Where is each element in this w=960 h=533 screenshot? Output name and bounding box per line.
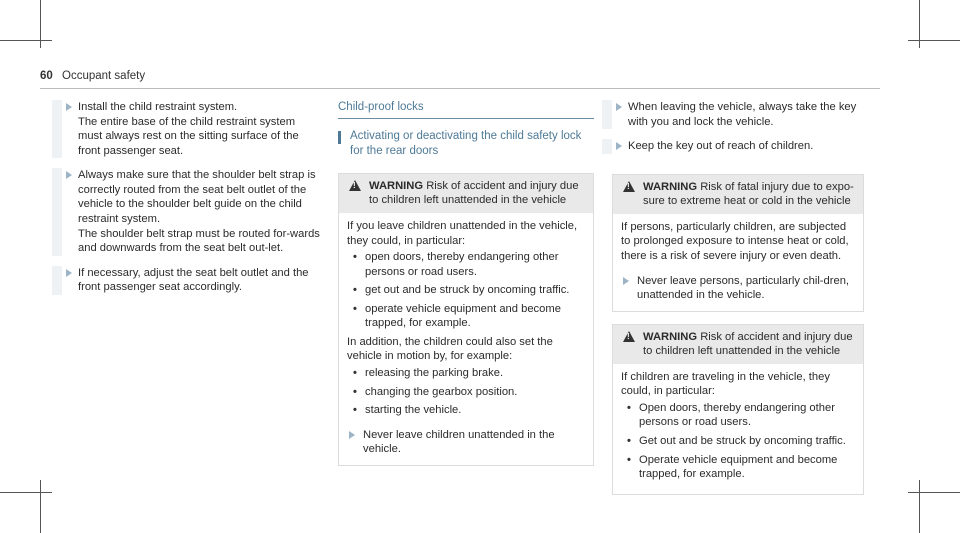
warning-intro: If children are traveling in the vehicle, they could, in particular: [621,370,830,398]
warning-title: Risk of accident and injury due to children left unattended in the vehicle [369,179,579,207]
instruction-step [602,100,864,129]
crop-mark [0,492,52,493]
step-text: Install the child restraint system. The entire base of the child restraint system must always rest on the sitting surface of the front passenger seat. [78,101,299,157]
warning-triangle-icon: ! [623,331,635,342]
arrow-icon [66,171,72,179]
column-1 [62,100,322,295]
warning-title: Risk of accident and injury due to children left unattended in the vehicle [643,330,853,358]
warning-keyword: WARNING [643,180,698,193]
list-item: • changing the gearbox position. [347,385,585,400]
warning-header [613,175,863,214]
instruction-step [602,139,864,154]
warning-intro-2: In addition, the children could also set the vehicle in motion by, for example: [347,335,553,363]
arrow-icon [623,277,629,285]
list-item: • get out and be struck by oncoming traffic. [347,283,585,298]
header-rule [40,88,880,89]
list-item: • Get out and be struck by oncoming traffic. [621,434,855,449]
list-item: • operate vehicle equipment and become trapped, for example. [347,302,585,331]
warning-header [339,174,593,213]
section-name: Occupant safety [62,70,146,82]
warning-header [613,325,863,364]
warning-list [621,401,855,482]
warning-box [612,174,864,312]
sub-heading [338,129,594,159]
column-2 [338,100,594,466]
page-number: 60 [40,70,53,82]
arrow-icon [349,431,355,439]
arrow-icon [616,103,622,111]
step-text: Keep the key out of reach of children. [628,140,814,153]
warning-box [338,173,594,466]
warning-intro: If you leave children unattended in the vehicle, they could, in particular: [347,219,578,247]
warning-body [613,364,863,494]
warning-box [612,324,864,495]
list-item: • releasing the parking brake. [347,366,585,381]
warning-triangle-icon: ! [349,180,361,191]
page-header [40,69,145,84]
section-title: Child-proof locks [338,100,594,119]
crop-mark [40,480,41,533]
step-text: Always make sure that the shoulder belt strap is correctly routed from the seat belt outlet of the vehicle to the shoulder belt guide on the child restraint system. The shoulder belt strap must be routed for-wards and downwards from the seat belt out-let. [78,169,320,255]
list-item: • open doors, thereby endangering other persons or road users. [347,250,585,279]
arrow-icon [66,269,72,277]
action-text: Never leave children unattended in the vehicle. [363,428,555,456]
list-item: • Open doors, thereby endangering other persons or road users. [621,401,855,430]
warning-list-2 [347,366,585,418]
warning-list [347,250,585,331]
step-text: If necessary, adjust the seat belt outlet and the front passenger seat accordingly. [78,266,309,294]
sub-heading-text: Activating or deactivating the child safety lock for the rear doors [350,129,582,157]
instruction-step [52,100,322,158]
crop-mark [908,492,960,493]
arrow-icon [66,103,72,111]
list-item: • Operate vehicle equipment and become trapped, for example. [621,453,855,482]
warning-body [613,214,863,311]
column-3 [612,100,864,495]
warning-action [621,274,855,303]
heading-bar [338,131,341,144]
instruction-step [52,266,322,295]
warning-keyword: WARNING [643,330,698,343]
crop-mark [0,40,52,41]
arrow-icon [616,142,622,150]
action-text: Never leave persons, particularly chil-dren, unattended in the vehicle. [637,274,850,302]
crop-mark [908,40,960,41]
list-item: • starting the vehicle. [347,403,585,418]
warning-text: If persons, particularly children, are subjected to prolonged exposure to intense heat or cold, there is a risk of severe injury or even death. [621,220,849,262]
instruction-step [52,168,322,255]
warning-body [339,213,593,465]
warning-triangle-icon: ! [623,181,635,192]
warning-title: Risk of fatal injury due to expo-sure to extreme heat or cold in the vehicle [643,180,854,208]
crop-mark [919,480,920,533]
step-text: When leaving the vehicle, always take the key with you and lock the vehicle. [628,101,857,128]
warning-keyword: WARNING [369,179,424,192]
warning-action [347,428,585,457]
